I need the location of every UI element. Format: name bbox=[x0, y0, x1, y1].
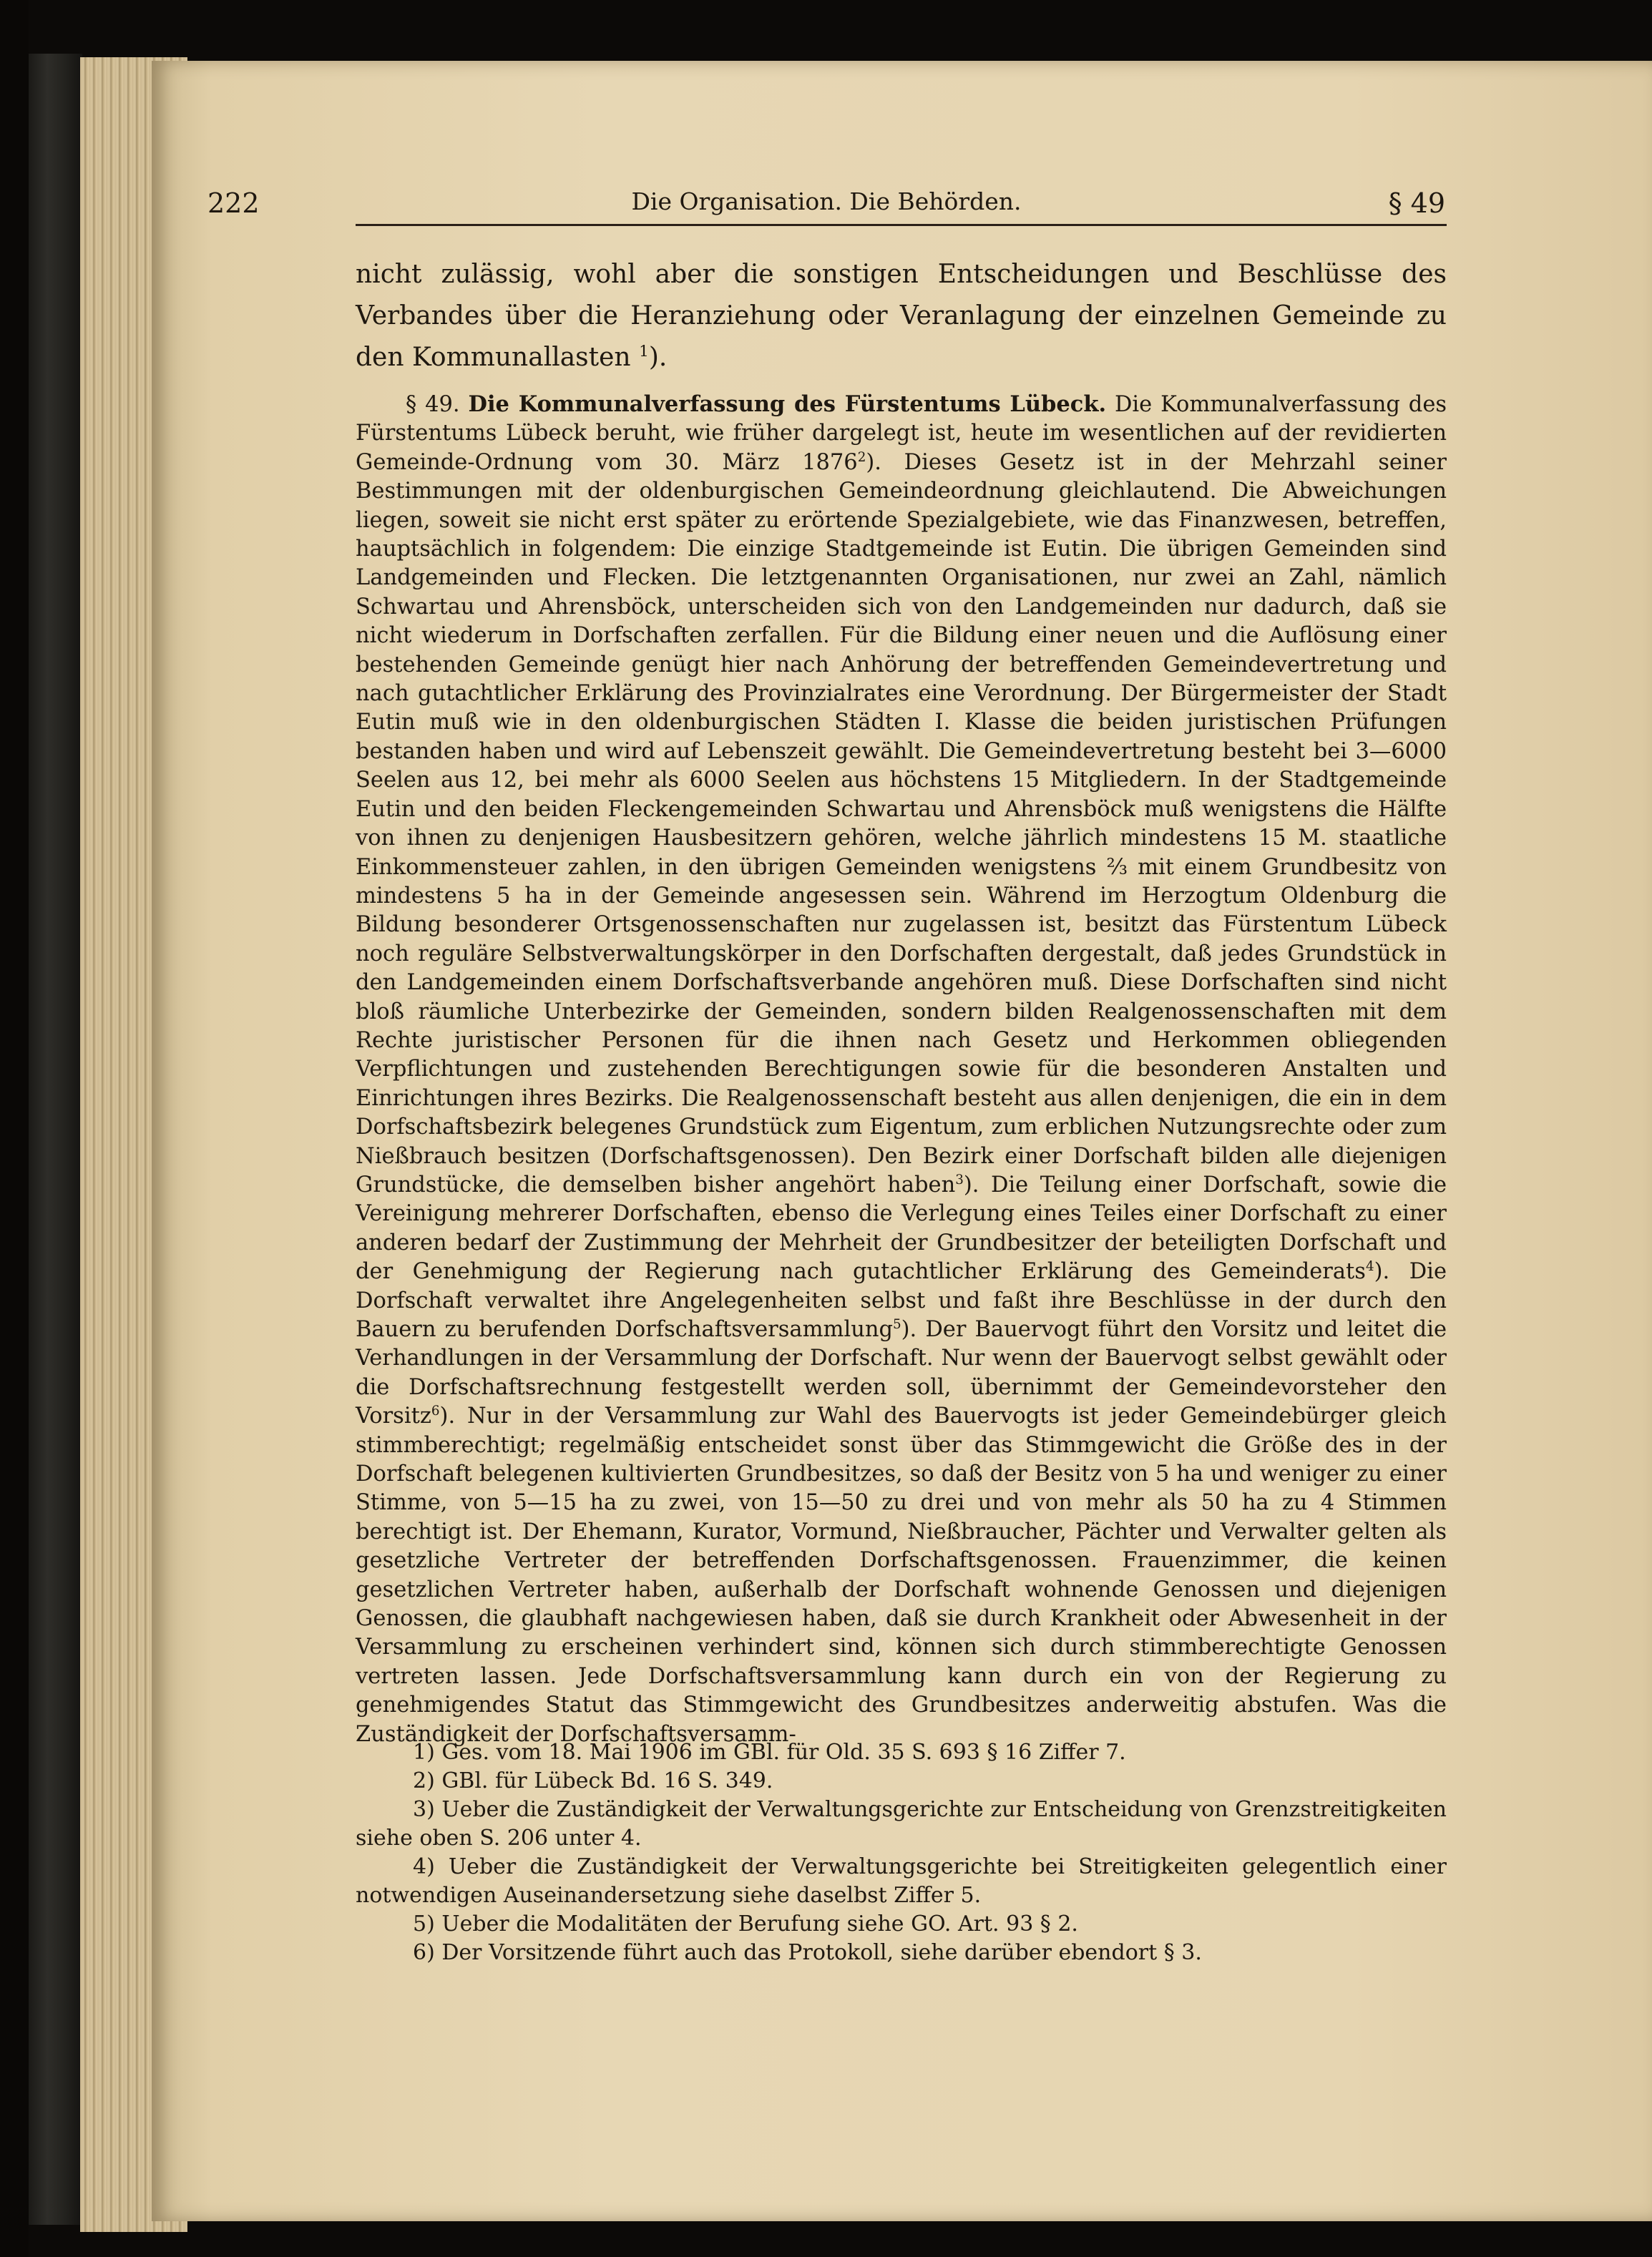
lead-paragraph: nicht zulässig, wohl aber die sonstigen Entscheidungen und Beschlüsse des Verbandes über die Heranziehung oder Veranlagung der einzelnen Gemeinde zu den Kommunallasten $^1$). bbox=[356, 260, 1447, 372]
footnote-1: 1) Ges. vom 18. Mai 1906 im GBl. für Old. 35 S. 693 § 16 Ziffer 7. bbox=[413, 1740, 1126, 1765]
book-binding bbox=[29, 54, 82, 2225]
footnote-5: 5) Ueber die Modalitäten der Berufung siehe GO. Art. 93 § 2. bbox=[413, 1911, 1078, 1937]
section-text-e: ). Der Bauervogt führt den Vorsitz und leitet die Verhandlungen in der Versammlung der Dorfschaft. Nur wenn der Bauervogt selbst gewählt oder die Dorfschaftsrechnung festgestellt werden soll, übernimmt der Gemeindevorsteher den Vorsitz bbox=[356, 1317, 1447, 1429]
footnote-ref-6: 6 bbox=[431, 1404, 440, 1419]
section-text-c: ). Die Teilung einer Dorfschaft, sowie die Vereinigung mehrerer Dorfschaften, ebenso die Verlegung eines Teiles einer Dorfschaft zu einer anderen bedarf der Zustimmung der Mehrheit der Grundbesitzer der beteiligten Dorfschaft und der Genehmigung der Regierung nach gutachtlicher Erklärung des Gemeinderats bbox=[356, 1172, 1447, 1285]
footnote-4: 4) Ueber die Zuständigkeit der Verwaltungsgerichte bei Streitigkeiten gelegentlich einer notwendigen Auseinandersetzung siehe daselbst Ziffer 5. bbox=[356, 1854, 1447, 1908]
section-paragraph bbox=[356, 390, 1447, 1749]
lead-text: nicht zulässig, wohl aber die sonstigen Entscheidungen und Beschlüsse des Verbandes über die Heranziehung oder Veranlagung der einzelnen Gemeinde zu den Kommunallasten bbox=[356, 260, 1447, 372]
footnote-ref-1: 1 bbox=[639, 343, 649, 361]
section-marker: § 49 bbox=[1388, 187, 1445, 219]
section-body bbox=[356, 390, 1447, 1749]
footnote-ref-4: 4 bbox=[1365, 1259, 1374, 1275]
book-spine bbox=[0, 0, 29, 2257]
footnote-3: 3) Ueber die Zuständigkeit der Verwaltungsgerichte zur Entscheidung von Grenzstreitigkeiten siehe oben S. 206 unter 4. bbox=[356, 1797, 1447, 1851]
section-text-b: ). Dieses Gesetz ist in der Mehrzahl seiner Bestimmungen mit der oldenburgischen Gemeindeordnung gleichlautend. Die Abweichungen liegen, soweit sie nicht erst später zu erörtende Spezialgebiete, wie das Finanzwesen, betreffen, hauptsächlich in folgendem: Die einzige Stadtgemeinde ist Eutin. Die übrigen Gemeinden sind Landgemeinden und Flecken. Die letztgenannten Organisationen, nur zwei an Zahl, nämlich Schwartau und Ahrensböck, unterscheiden sich von den Landgemeinden nur dadurch, daß sie nicht wiederum in Dorfschaften zerfallen. Für die Bildung einer neuen und die Auflösung einer bestehenden Gemeinde genügt hier nach Anhörung der betreffenden Gemeindevertretung und nach gutachtlicher Erklärung des Provinzialrates eine Verordnung. Der Bürgermeister der Stadt Eutin muß wie in den oldenburgischen Städten I. Klasse die beiden juristischen Prüfungen bestanden haben und wird auf Lebenszeit gewählt. Die Gemeindevertretung besteht bei 3—6000 Seelen aus 12, bei mehr als 6000 Seelen aus höchstens 15 Mitgliedern. In der Stadtgemeinde Eutin und den beiden Fleckengemeinden Schwartau und Ahrensböck muß wenigstens die Hälfte von ihnen zu denjenigen Hausbesitzern gehören, welche jährlich mindestens 15 M. staatliche Einkommensteuer zahlen, in den übrigen Gemeinden wenigstens ⅔ mit einem Grundbesitz von mindestens 5 ha in der Gemeinde angesessen sein. Während im Herzogtum Oldenburg die Bildung besonderer Ortsgenossenschaften nur zugelassen ist, besitzt das Fürstentum Lübeck noch reguläre Selbstverwaltungskörper in den Dorfschaften dergestalt, daß jedes Grundstück in den Landgemeinden einem Dorfschaftsverbande angehören muß. Diese Dorfschaften sind nicht bloß räumliche Unterbezirke der Gemeinden, sondern bilden Realgenossenschaften mit dem Rechte juristischer Personen für die ihnen nach Gesetz und Herkommen obliegenden Verpflichtungen und zustehenden Berechtigungen sowie für die besonderen Anstalten und Einrichtungen ihres Bezirks. Die Realgenossenschaft besteht aus allen denjenigen, die ein in dem Dorfschaftsbezirk belegenes Grundstück zum Eigentum, zum erblichen Nutzungsrechte oder zum Nießbrauch besitzen (Dorfschaftsgenossen). Den Bezirk einer Dorfschaft bilden alle diejenigen Grundstücke, die demselben bisher angehört haben bbox=[356, 449, 1447, 1198]
section-text-a: Die Kommunalverfassung des Fürstentums Lübeck beruht, wie früher dargelegt ist, heute im wesentlichen auf der revidierten Gemeinde-Ordnung vom 30. März 1876 bbox=[356, 392, 1447, 475]
footnote-ref-3: 3 bbox=[955, 1172, 964, 1188]
section-title: Die Kommunalverfassung des Fürstentums Lübeck. bbox=[468, 391, 1107, 417]
footnote-6: 6) Der Vorsitzende führt auch das Protokoll, siehe darüber ebendort § 3. bbox=[413, 1940, 1202, 1965]
footnote-ref-5: 5 bbox=[893, 1316, 901, 1332]
page-number: 222 bbox=[207, 187, 260, 219]
footnote-ref-2: 2 bbox=[857, 449, 866, 465]
footnotes bbox=[356, 1738, 1447, 1967]
section-text-f: ). Nur in der Versammlung zur Wahl des Bauervogts ist jeder Gemeindebürger gleich stimmberechtigt; regelmäßig entscheidet sonst über das Stimmgewicht die Größe des in der Dorfschaft belegenen kultivierten Grundbesitzes, so daß der Besitz von 5 ha und weniger zu einer Stimme, von 5—15 ha zu zwei, von 15—50 zu drei und von mehr als 50 ha zu 4 Stimmen berechtigt ist. Der Ehemann, Kurator, Vormund, Nießbraucher, Pächter und Verwalter gelten als gesetzliche Vertreter der betreffenden Dorfschaftsgenossen. Frauenzimmer, die keinen gesetzlichen Vertreter haben, außerhalb der Dorfschaft wohnende Genossen und diejenigen Genossen, die glaubhaft nachgewiesen haben, daß sie durch Krankheit oder Abwesenheit in der Versammlung zu erscheinen verhindert sind, können sich durch stimmberechtigte Genossen vertreten lassen. Jede Dorfschaftsversammlung kann durch ein von der Regierung zu genehmigendes Statut das Stimmgewicht des Grundbesitzes anderweitig abstufen. Was die Zuständigkeit der Dorfschaftsversamm- bbox=[356, 1404, 1447, 1747]
section-text-d: ). Die Dorfschaft verwaltet ihre Angelegenheiten selbst und faßt ihre Beschlüsse in der durch den Bauern zu berufenden Dorfschaftsversammlung bbox=[356, 1259, 1447, 1342]
section-number: § 49. bbox=[406, 392, 460, 417]
header-rule bbox=[356, 224, 1447, 226]
footnote-2: 2) GBl. für Lübeck Bd. 16 S. 349. bbox=[413, 1768, 773, 1793]
running-header bbox=[207, 187, 1445, 223]
running-title: Die Organisation. Die Behörden. bbox=[631, 187, 1022, 215]
